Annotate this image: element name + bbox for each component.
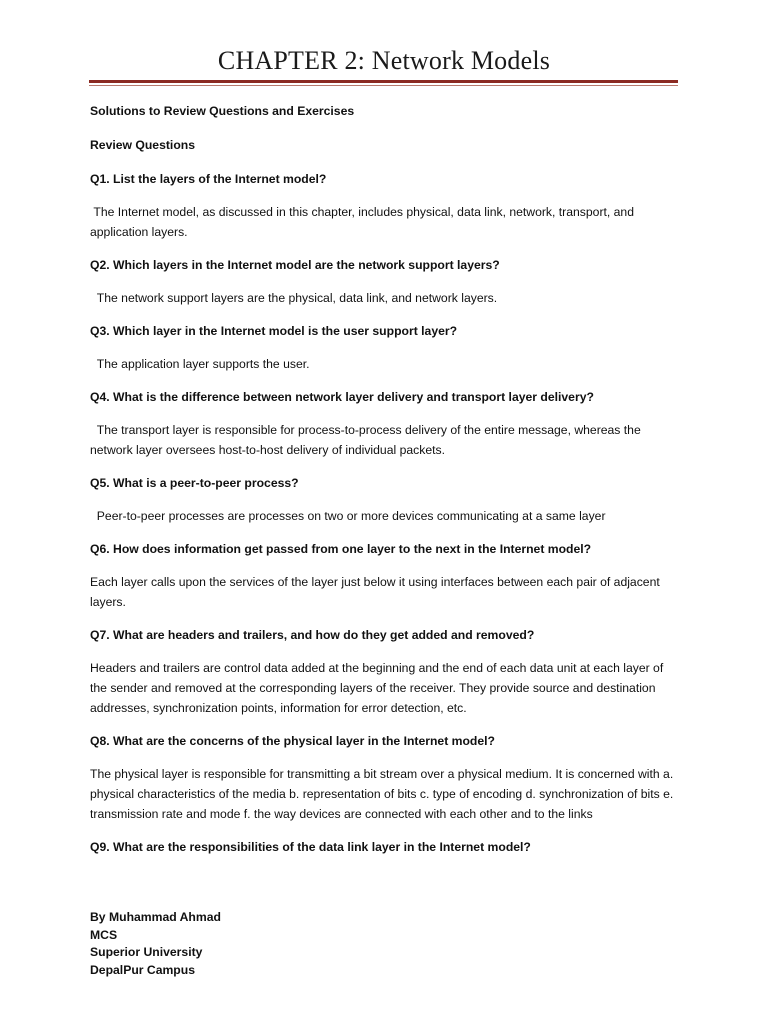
title-rule-thick	[89, 80, 678, 83]
author-name: By Muhammad Ahmad	[90, 910, 221, 924]
question-2: Q2. Which layers in the Internet model are the network support layers?	[90, 258, 500, 272]
question-4: Q4. What is the difference between network layer delivery and transport layer delivery?	[90, 390, 594, 404]
answer-7: Headers and trailers are control data added at the beginning and the end of each data unit at each layer of the sender and removed at the corresponding layers of the receiver. They provide source and destination addresses, synchronization points, information for error detection, etc.	[90, 661, 667, 715]
question-6: Q6. How does information get passed from one layer to the next in the Internet model?	[90, 542, 592, 556]
question-7: Q7. What are headers and trailers, and how do they get added and removed?	[90, 628, 535, 642]
answer-6: Each layer calls upon the services of the layer just below it using interfaces between each pair of adjacent layers.	[90, 575, 664, 609]
answer-8: The physical layer is responsible for transmitting a bit stream over a physical medium. It is concerned with a. physical characteristics of the media b. representation of bits c. type of encoding d. synchronization of bits e. transmission rate and mode f. the way devices are connected with each other and to the links	[90, 767, 677, 821]
page-title: CHAPTER 2: Network Models	[217, 46, 551, 75]
author-campus: DepalPur Campus	[90, 962, 195, 977]
question-5: Q5. What is a peer-to-peer process?	[90, 476, 299, 490]
author-degree: MCS	[90, 927, 118, 942]
answer-3: The application layer supports the user.	[90, 357, 310, 371]
question-3: Q3. Which layer in the Internet model is the user support layer?	[90, 324, 458, 338]
answer-5: Peer-to-peer processes are processes on two or more devices communicating at a same layer	[90, 509, 606, 523]
answer-1: The Internet model, as discussed in this chapter, includes physical, data link, network, transport, and application layers.	[90, 205, 638, 239]
question-8: Q8. What are the concerns of the physical layer in the Internet model?	[90, 734, 495, 748]
subsection-heading: Review Questions	[90, 138, 195, 152]
answer-2: The network support layers are the physical, data link, and network layers.	[90, 291, 498, 305]
question-1: Q1. List the layers of the Internet model?	[90, 172, 327, 186]
section-heading: Solutions to Review Questions and Exercises	[90, 104, 355, 118]
title-rule-thin	[89, 85, 678, 86]
author-university: Superior University	[90, 945, 203, 959]
answer-4: The transport layer is responsible for process-to-process delivery of the entire message, whereas the network layer oversees host-to-host delivery of individual packets.	[90, 423, 645, 457]
author-block	[90, 909, 221, 979]
document-body	[90, 101, 680, 870]
question-9: Q9. What are the responsibilities of the data link layer in the Internet model?	[90, 840, 531, 854]
